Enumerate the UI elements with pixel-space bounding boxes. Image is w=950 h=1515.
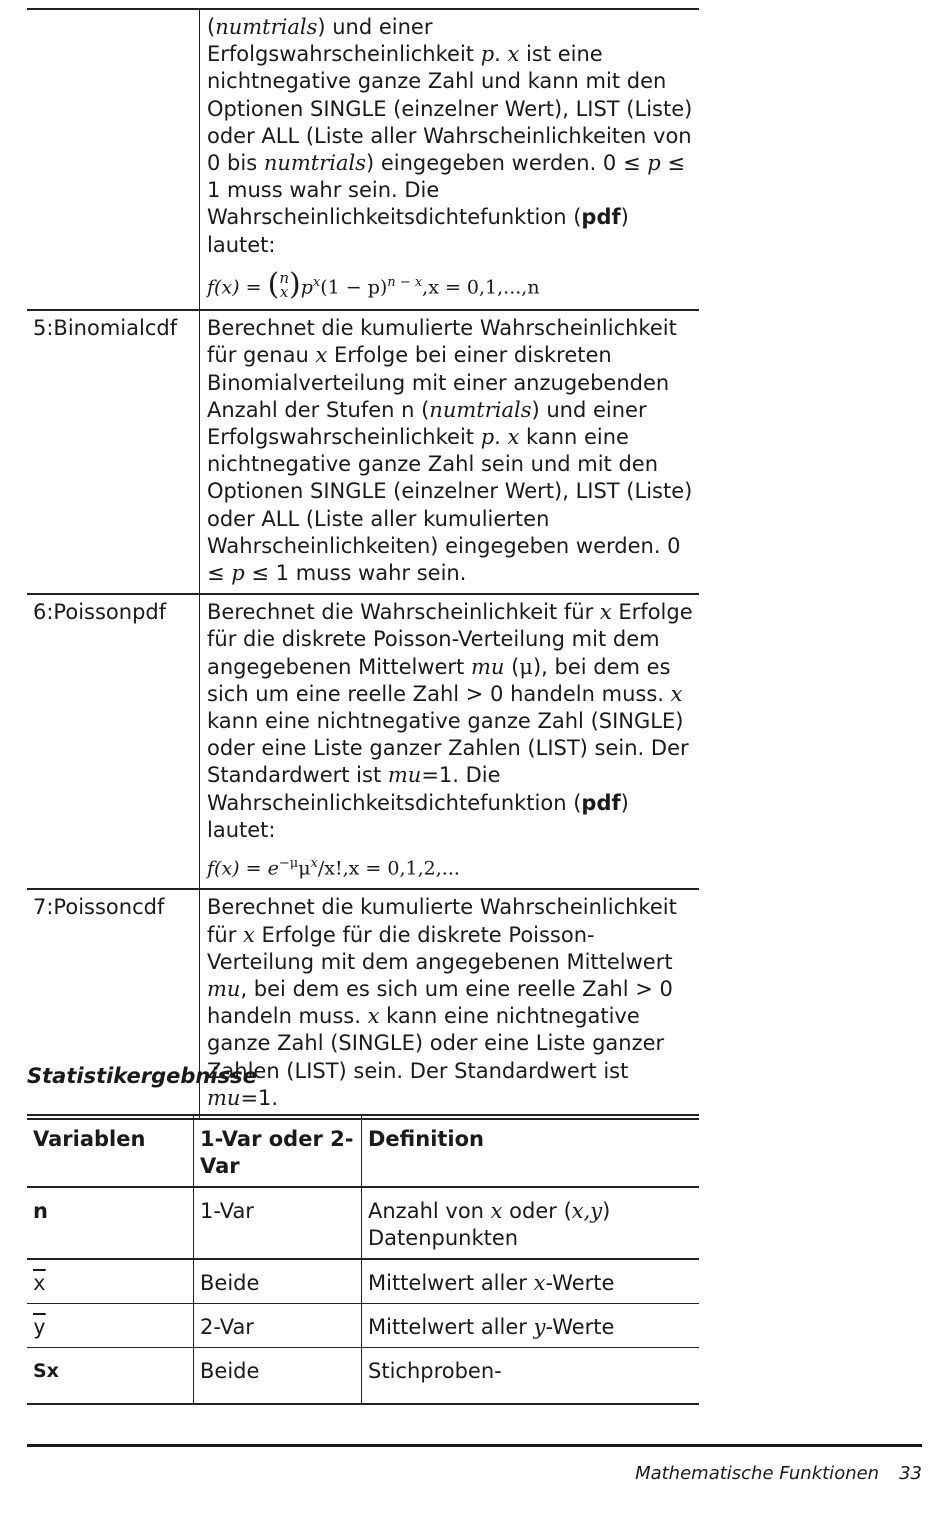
var-type-cell: Beide: [194, 1348, 362, 1405]
var-type-cell: 1-Var: [194, 1187, 362, 1259]
function-description-cell: Berechnet die kumulierte Wahrscheinlichkeit für genau x Erfolge bei einer diskreten Binomialverteilung mit einer anzugebenden Anzahl der Stufen n (numtrials) und einer Erfolgswahrscheinlichkeit p. x kann eine nichtnegative ganze Zahl sein und mit den Optionen SINGLE (einzelner Wert), LIST (Liste) oder ALL (Liste aller kumulierten Wahrscheinlichkeiten) eingegeben werden. 0 ≤ p ≤ 1 muss wahr sein.: [200, 310, 700, 594]
table-row: [27, 594, 699, 889]
table-row: [27, 310, 699, 594]
table-row: [27, 9, 699, 310]
footer-title: Mathematische Funktionen: [635, 1463, 880, 1484]
function-description-cell: Berechnet die kumulierte Wahrscheinlichkeit für x Erfolge für die diskrete Poisson-Verteilung mit dem angegebenen Mittelwert mu, bei dem es sich um eine reelle Zahl > 0 handeln muss. x kann eine nichtnegative ganze Zahl (SINGLE) oder eine Liste ganzer Zahlen (LIST) sein. Der Standardwert ist mu=1.: [200, 889, 700, 1119]
footer-rule: [27, 1444, 922, 1447]
function-name-cell: [27, 9, 200, 310]
function-table: [27, 8, 699, 1120]
function-name-cell: 7:Poissoncdf: [27, 889, 200, 1119]
function-description-cell: Berechnet die Wahrscheinlichkeit für x Erfolge für die diskrete Poisson-Verteilung mit dem angegebenen Mittelwert mu (μ), bei dem es sich um eine reelle Zahl > 0 handeln muss. x kann eine nichtnegative ganze Zahl (SINGLE) oder eine Liste ganzer Zahlen (LIST) sein. Der Standardwert ist mu=1. Die Wahrscheinlichkeitsdichtefunktion (pdf) lautet: $f(x) = e^{-\mu}\mu^x/x!,x = 0,1,2$,...: [200, 594, 700, 889]
table-row: [27, 1348, 699, 1405]
function-name-cell: 5:Binomialcdf: [27, 310, 200, 594]
definition-cell: Stichproben-: [362, 1348, 700, 1405]
function-name-cell: 6:Poissonpdf: [27, 594, 200, 889]
table-row: [27, 1259, 699, 1304]
definition-cell: Mittelwert aller y-Werte: [362, 1304, 700, 1348]
poisson-pdf-formula: $f(x) = e^{-\mu}\mu^x/x!,x = 0,1,2$,...: [207, 856, 460, 880]
var-type-cell: Beide: [194, 1259, 362, 1304]
variable-cell: $\overline{y}$: [27, 1304, 194, 1348]
table-row: [27, 1187, 699, 1259]
page-number: 33: [899, 1463, 922, 1484]
function-description-cell: (numtrials) und einer Erfolgswahrscheinlichkeit p. x ist eine nichtnegative ganze Zahl und kann mit den Optionen SINGLE (einzelner Wert), LIST (Liste) oder ALL (Liste aller Wahrscheinlichkeiten von 0 bis numtrials) eingegeben werden. 0 ≤ p ≤ 1 muss wahr sein. Die Wahrscheinlichkeitsdichtefunktion (pdf) lautet: f(x) = (n $x)p^x(1 - p)^{n - x},x = 0,1,...,n$: [200, 9, 700, 310]
page-footer: [635, 1463, 922, 1484]
definition-cell: Mittelwert aller x-Werte: [362, 1259, 700, 1304]
binomial-pdf-formula: f(x) = (n $x)p^x(1 - p)^{n - x},x = 0,1,...,n$: [207, 267, 540, 303]
variable-cell: Sx: [27, 1348, 194, 1405]
table-row: [27, 1304, 699, 1348]
definition-cell: Anzahl von x oder (x,y) Datenpunkten: [362, 1187, 700, 1259]
section-title: Statistikergebnisse: [27, 1064, 257, 1088]
header-definition: Definition: [362, 1115, 700, 1187]
header-var-type: 1-Var oder 2-Var: [194, 1115, 362, 1187]
statistics-results-table: [27, 1114, 699, 1405]
variable-cell: n: [27, 1187, 194, 1259]
var-type-cell: 2-Var: [194, 1304, 362, 1348]
binomial-coefficient: (n x): [267, 267, 301, 303]
header-variables: Variablen: [27, 1115, 194, 1187]
table-header-row: [27, 1115, 699, 1187]
variable-cell: $\overline{x}$: [27, 1259, 194, 1304]
